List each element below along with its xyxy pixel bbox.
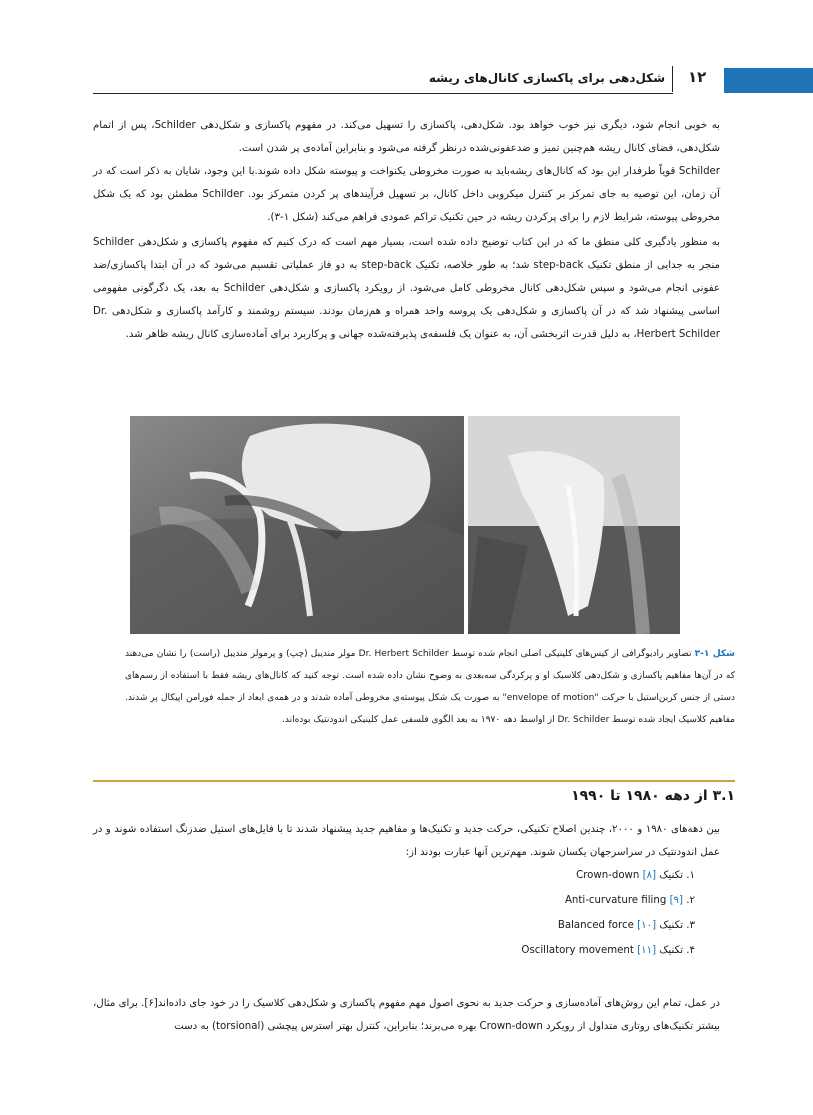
header-color-bar: [724, 68, 813, 93]
reference-link[interactable]: [۸]: [642, 870, 657, 881]
list-item-name: Balanced force: [557, 920, 634, 931]
header-rule: [93, 93, 673, 94]
figure-caption: [125, 643, 735, 731]
section-rule: [93, 780, 735, 782]
figure-caption-text: تصاویر رادیوگرافی از کیس‌های کلینیکی اصلی انجام شده توسط Dr. Herbert Schilder مولر منديبل (چپ) و پرمولر منديبل (راست) را نشان می‌دهند که در آن‌ها مفاهیم پاکسازی و شکل‌دهی کلاسیک او و پرکردگی سه‌بعدی به وضوح نشان داده شده است. توجه کنید که کانال‌های ریشه فقط با استفاده از رسم‌های دستی از جنس کربن‌استیل با حرکت "envelope of motion" به صورت یک شکل پیوسته‌ی مخروطی آماده شدند و در همه‌ی ابعاد از جمله فورامن اپیکال پر شدند. مفاهیم کلاسیک ایجاد شده توسط Dr. Schilder از اواسط دهه ۱۹۷۰ به بعد الگوی فلسفی عمل کلینیکی اندودنتیک بوده‌اند.: [125, 649, 735, 725]
list-item: [565, 895, 695, 906]
list-item-number: ۴. تکنیک: [659, 945, 695, 956]
list-item: [558, 920, 695, 931]
reference-link[interactable]: [۹]: [669, 895, 684, 906]
running-title: شکل‌دهی برای پاکسازی کانال‌های ریشه: [428, 71, 665, 85]
body-text: [93, 114, 720, 346]
paragraph-3: به منظور یادگیری کلی منطق ما که در این کتاب توضیح داده شده است، بسیار مهم است که درک کنیم که مفهوم پاکسازی و شکل‌دهی Schilder منجر به جدایی از منطق تکنیک step-back شد؛ به طور خلاصه، تکنیک step-back به دو فاز عملیاتی تقسیم می‌شود که در آن ابتدا پاکسازی/ضد عفونی انجام می‌شود و سپس شکل‌دهی کانال مخروطی کامل می‌شود. از رویکرد پاکسازی و شکل‌دهی Schilder به بعد، یک دگرگونی مفهومی اساسی پیشنهاد شد که در آن پاکسازی و شکل‌دهی یک پروسه واحد همراه و هم‌زمان بودند. سیستم روشمند و کارآمد پاکسازی و شکل‌دهی Dr. Herbert Schilder، به دلیل قدرت اثربخشی آن، به عنوان یک فلسفه‌ی پذیرفته‌شده جهانی و پرکاربرد برای آماده‌سازی کانال ریشه ظاهر شد.: [93, 237, 720, 340]
radiograph-left-drawing: [130, 416, 464, 634]
radiograph-left-molar: [130, 416, 464, 634]
list-item-name: Oscillatory movement: [521, 945, 634, 956]
list-item-name: Crown-down: [576, 870, 640, 881]
paragraph-1: به خوبی انجام شود، دیگری نیز خوب خواهد بود. شکل‌دهی، پاکسازی را تسهیل می‌کند. در مفهوم پاکسازی و شکل‌دهی Schilder، پس از اتمام شکل‌دهی، فضای کانال ریشه هم‌چنین تمیز و ضدعفونی‌شده درنظر گرفته می‌شود و بنابراین آماده‌ی پر شدن است.: [93, 120, 720, 154]
list-item: [576, 870, 695, 881]
list-item-number: ۳. تکنیک: [659, 920, 695, 931]
list-item-number: ۱. تکنیک: [659, 870, 695, 881]
section-heading: ۳.۱ از دهه ۱۹۸۰ تا ۱۹۹۰: [571, 788, 735, 804]
reference-link[interactable]: [۱۱]: [637, 945, 657, 956]
paragraph-2: Schilder قویاً طرفدار این بود که کانال‌های ریشه‌باید به صورت مخروطی یکنواخت و پیوسته شکل داده شوند.با این وجود، شایان به ذکر است که در آن زمان، این توصیه به جای تمرکز بر کنترل میکروبی داخل کانال، بر تسهیل فرآیندهای پر کردن متمرکز بود. Schilder مطمئن بود که یک شکل مخروطی پیوسته، شرایط لازم را برای پرکردن ریشه در حین تکنیک تراکم عمودی فراهم می‌کند (شکل ۱-۳).: [93, 166, 720, 223]
list-item-number: ۲.: [686, 895, 695, 906]
list-item-name: Anti-curvature filing: [564, 895, 667, 906]
page-number: ۱۲: [688, 68, 707, 86]
radiograph-right-premolar: [468, 416, 680, 634]
list-item: [521, 945, 695, 956]
reference-link[interactable]: [۱۰]: [637, 920, 657, 931]
header-separator: [672, 66, 673, 92]
section-intro: بین دهه‌های ۱۹۸۰ و ۲۰۰۰، چندین اصلاح تکنیکی، حرکت جدید و تکنیک‌ها و مفاهیم جدید پیشنهاد شدند تا با فایل‌های استیل ضدزنگ استفاده شوند و در عمل اندودنتیک در سراسرجهان یکسان شوند. مهم‌ترین آنها عبارت بودند از:: [93, 824, 720, 858]
figure-label: شکل ۱-۳: [694, 649, 736, 659]
radiograph-right-drawing: [468, 416, 680, 634]
closing-paragraph: در عمل، تمام این روش‌های آماده‌سازی و حرکت جدید به نحوی اصول مهم مفهوم پاکسازی و شکل‌دهی کلاسیک را در خود جای داده‌اند[۶]. برای مثال، بیشتر تکنیک‌های روتاری متداول از رویکرد Crown-down بهره می‌برند؛ بنابراین، کنترل بهتر استرس پیچشی (torsional) به دست: [93, 998, 720, 1032]
